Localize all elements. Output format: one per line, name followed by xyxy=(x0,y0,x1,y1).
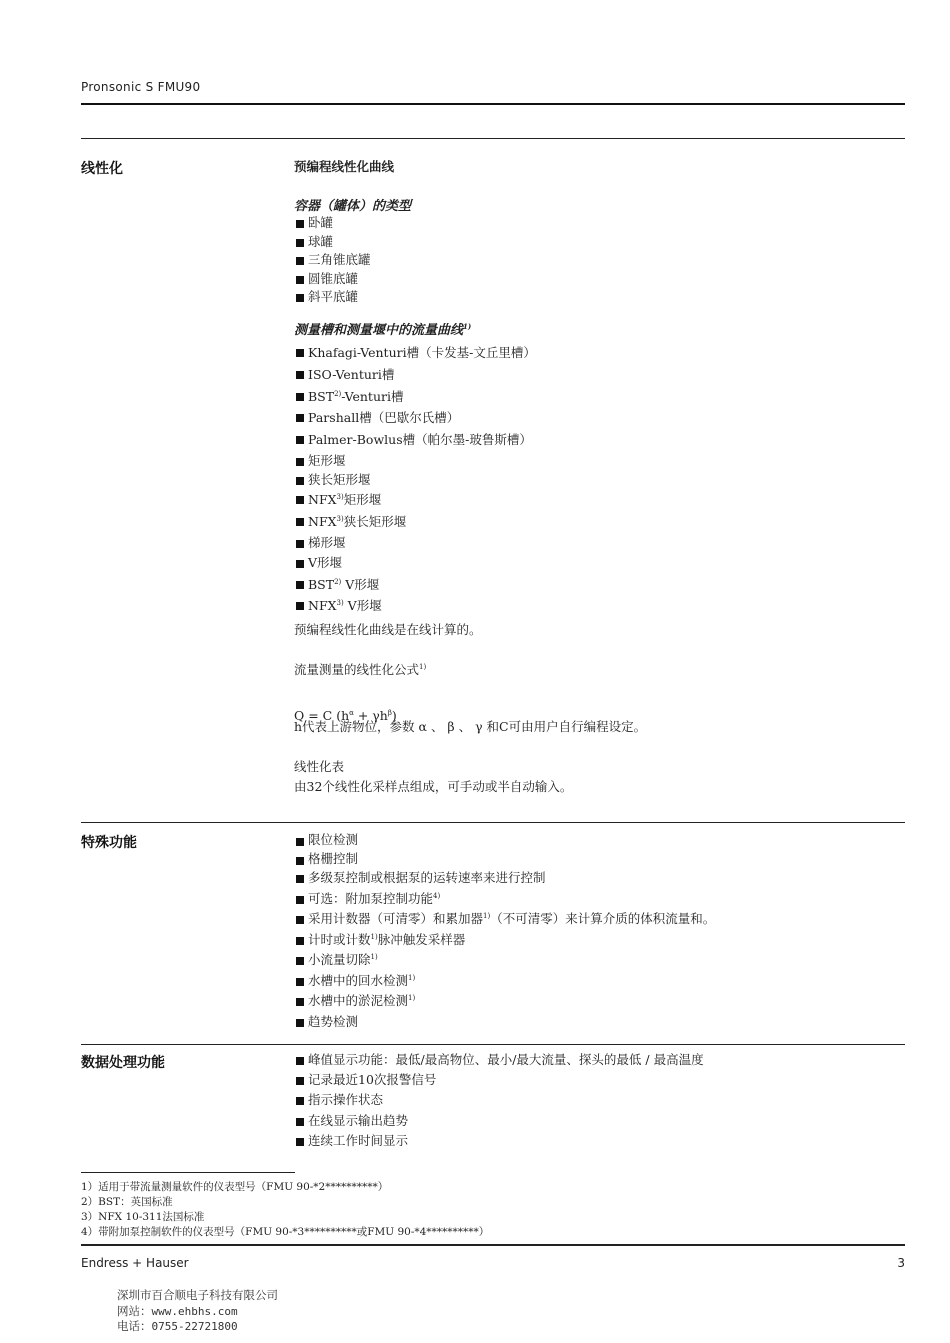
special-functions-block xyxy=(294,831,894,1032)
list-item: 多级泵控制或根据泵的运转速率来进行控制 xyxy=(294,868,894,889)
section-label-linearization: 线性化 xyxy=(81,161,123,177)
list-item: 计时或计数$^{1)}$脉冲触发采样器 xyxy=(294,930,894,951)
section-divider xyxy=(81,822,905,823)
section-divider xyxy=(81,138,905,139)
flow-curves-block xyxy=(294,321,894,617)
page-number: 3 xyxy=(897,1256,905,1270)
special-functions-list xyxy=(294,831,894,1032)
list-item: BST$^{2)}$-Venturi槽 xyxy=(294,386,894,408)
list-item: 可选：附加泵控制功能$^{4)}$ xyxy=(294,889,894,910)
footnote-2: 2）BST：英国标准 xyxy=(81,1196,173,1208)
list-item: 记录最近10次报警信号 xyxy=(294,1070,894,1090)
online-calculation-note: 预编程线性化曲线是在线计算的。 xyxy=(294,622,482,637)
list-item: 连续工作时间显示 xyxy=(294,1131,894,1151)
flow-curves-heading: 测量槽和测量堰中的流量曲线$^{1)}$ xyxy=(294,322,472,338)
list-item: 圆锥底罐 xyxy=(294,270,894,289)
linearization-content xyxy=(294,157,894,176)
list-item: 采用计数器（可清零）和累加器$^{1)}$（不可清零）来计算介质的体积流量和。 xyxy=(294,909,894,930)
list-item: Palmer-Bowlus槽（帕尔墨-玻鲁斯槽） xyxy=(294,429,894,451)
flow-curves-list xyxy=(294,342,894,617)
stamp-company: 深圳市百合顺电子科技有限公司 xyxy=(117,1288,278,1302)
list-item: Parshall槽（巴歇尔氏槽） xyxy=(294,407,894,429)
list-item: NFX$^{3)}$狭长矩形堰 xyxy=(294,511,894,533)
list-item: NFX$^{3)}$矩形堰 xyxy=(294,489,894,511)
tank-types-heading: 容器（罐体）的类型 xyxy=(294,199,412,214)
stamp-website: 网站：www.ehbhs.com xyxy=(117,1303,238,1318)
linearization-table-description: 由32个线性化采样点组成，可手动或半自动输入。 xyxy=(294,779,573,794)
tank-types-block xyxy=(294,197,894,307)
list-item: 峰值显示功能：最低/最高物位、最小/最大流量、探头的最低 / 最高温度 xyxy=(294,1050,894,1070)
list-item: 狭长矩形堰 xyxy=(294,470,894,490)
list-item: 卧罐 xyxy=(294,214,894,233)
footer-company: Endress + Hauser xyxy=(81,1256,189,1270)
section-divider xyxy=(81,1044,905,1045)
preprogrammed-curves-heading: 预编程线性化曲线 xyxy=(294,159,395,174)
list-item: NFX$^{3)}$ V形堰 xyxy=(294,595,894,617)
list-item: 水槽中的回水检测$^{1)}$ xyxy=(294,971,894,992)
list-item: 指示操作状态 xyxy=(294,1090,894,1110)
footnote-4: 4）带附加泵控制软件的仪表型号（FMU 90-*3**********或FMU 90-*4**********） xyxy=(81,1226,490,1238)
stamp-phone: 电话：0755-22721800 xyxy=(117,1319,238,1333)
list-item: 在线显示输出趋势 xyxy=(294,1111,894,1131)
linearization-table-heading: 线性化表 xyxy=(294,759,345,774)
list-item: 限位检测 xyxy=(294,831,894,850)
section-label-special-functions: 特殊功能 xyxy=(81,835,137,851)
tank-types-list xyxy=(294,214,894,307)
formula-description: h代表上游物位，参数 α 、 β 、 γ 和C可由用户自行编程设定。 xyxy=(294,719,647,734)
footer-rule xyxy=(81,1244,905,1246)
dealer-stamp xyxy=(117,1288,278,1335)
list-item: 趋势检测 xyxy=(294,1012,894,1033)
section-label-data-processing: 数据处理功能 xyxy=(81,1055,165,1071)
footnote-1: 1）适用于带流量测量软件的仪表型号（FMU 90-*2**********） xyxy=(81,1181,389,1193)
list-item: 水槽中的淤泥检测$^{1)}$ xyxy=(294,991,894,1012)
list-item: 三角锥底罐 xyxy=(294,251,894,270)
linearization-formula: Q = C $(h^\alpha + \gamma h^\beta)$ xyxy=(294,708,397,723)
document-header-title: Pronsonic S FMU90 xyxy=(81,80,201,94)
formula-heading: 流量测量的线性化公式$^{1)}$ xyxy=(294,662,427,677)
list-item: 矩形堰 xyxy=(294,451,894,470)
list-item: 梯形堰 xyxy=(294,533,894,553)
data-processing-list xyxy=(294,1050,894,1151)
list-item: 格栅控制 xyxy=(294,850,894,869)
list-item: 小流量切除$^{1)}$ xyxy=(294,950,894,971)
list-item: V形堰 xyxy=(294,553,894,574)
data-processing-block xyxy=(294,1050,894,1151)
footnote-3: 3）NFX 10-311法国标准 xyxy=(81,1211,205,1223)
list-item: 斜平底罐 xyxy=(294,288,894,307)
footnote-rule xyxy=(81,1172,295,1173)
header-rule xyxy=(81,103,905,105)
footnotes xyxy=(81,1180,489,1240)
list-item: ISO-Venturi槽 xyxy=(294,364,894,386)
list-item: BST$^{2)}$ V形堰 xyxy=(294,574,894,596)
list-item: Khafagi-Venturi槽（卡发基-文丘里槽） xyxy=(294,342,894,364)
list-item: 球罐 xyxy=(294,233,894,252)
